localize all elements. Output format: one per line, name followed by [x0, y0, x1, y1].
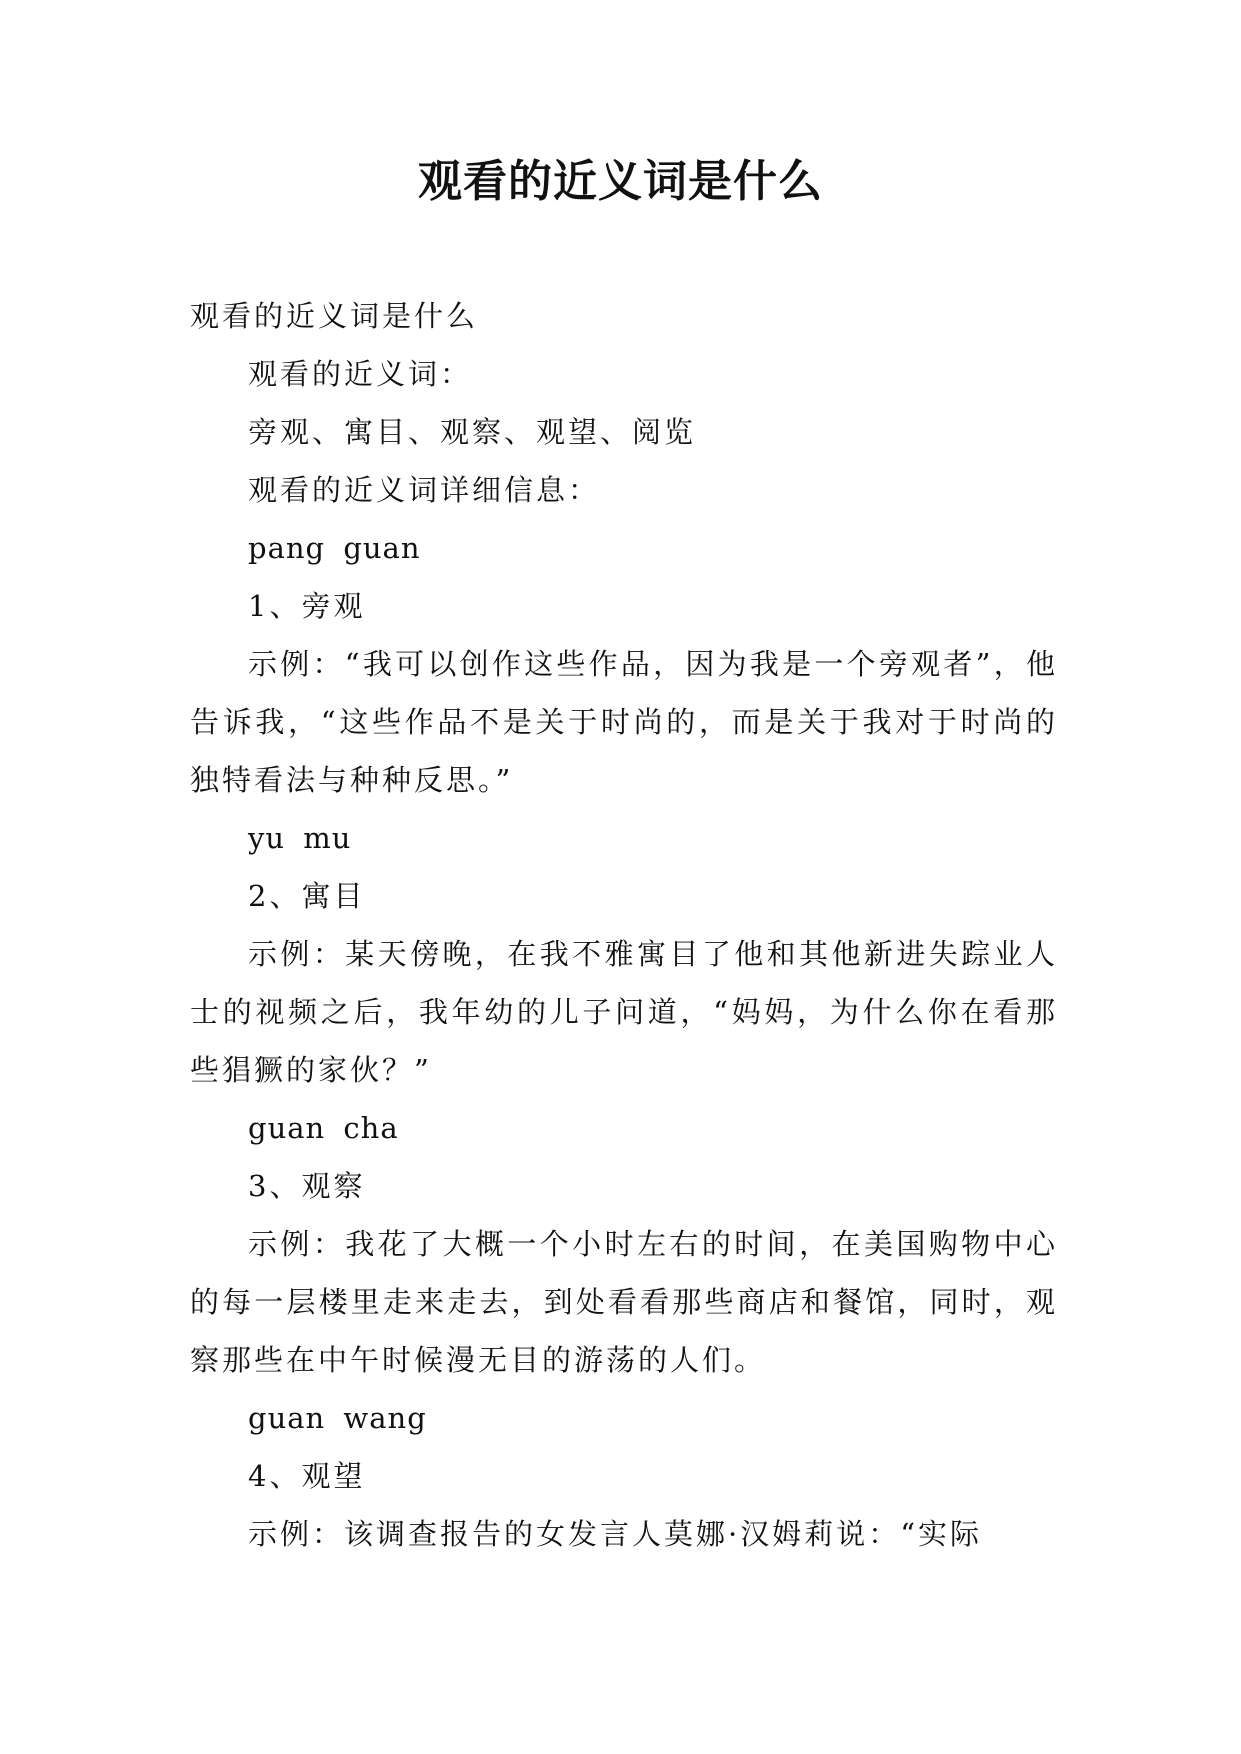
- entry-heading-1: 1、旁观: [248, 589, 366, 623]
- intro-heading: 观看的近义词是什么: [190, 299, 479, 333]
- synonym-label: 观看的近义词：: [248, 357, 473, 391]
- document-body: [190, 287, 1058, 1563]
- entry-heading-2: 2、寓目: [248, 879, 366, 913]
- synonym-list: 旁观、寓目、观察、观望、阅览: [248, 415, 697, 449]
- entry-heading-4: 4、观望: [248, 1459, 366, 1493]
- entry-heading-3: 3、观察: [248, 1169, 366, 1203]
- pinyin-3: guan cha: [248, 1111, 399, 1145]
- example-4: 示例：该调查报告的女发言人莫娜·汉姆莉说：“实际: [248, 1517, 983, 1551]
- example-3: 示例：我花了大概一个小时左右的时间，在美国购物中心的每一层楼里走来走去，到处看看那些商店和餐馆，同时，观察那些在中午时候漫无目的游荡的人们。: [190, 1227, 1058, 1377]
- example-1: 示例：“我可以创作这些作品，因为我是一个旁观者”，他告诉我，“这些作品不是关于时尚的，而是关于我对于时尚的独特看法与种种反思。”: [190, 647, 1058, 797]
- pinyin-2: yu mu: [248, 821, 352, 855]
- pinyin-4: guan wang: [248, 1401, 427, 1435]
- document-title: 观看的近义词是什么: [418, 156, 823, 207]
- pinyin-1: pang guan: [248, 531, 421, 565]
- details-label: 观看的近义词详细信息：: [248, 473, 601, 507]
- example-2: 示例：某天傍晚，在我不雅寓目了他和其他新进失踪业人士的视频之后，我年幼的儿子问道，“妈妈，为什么你在看那些猖獗的家伙？”: [190, 937, 1058, 1087]
